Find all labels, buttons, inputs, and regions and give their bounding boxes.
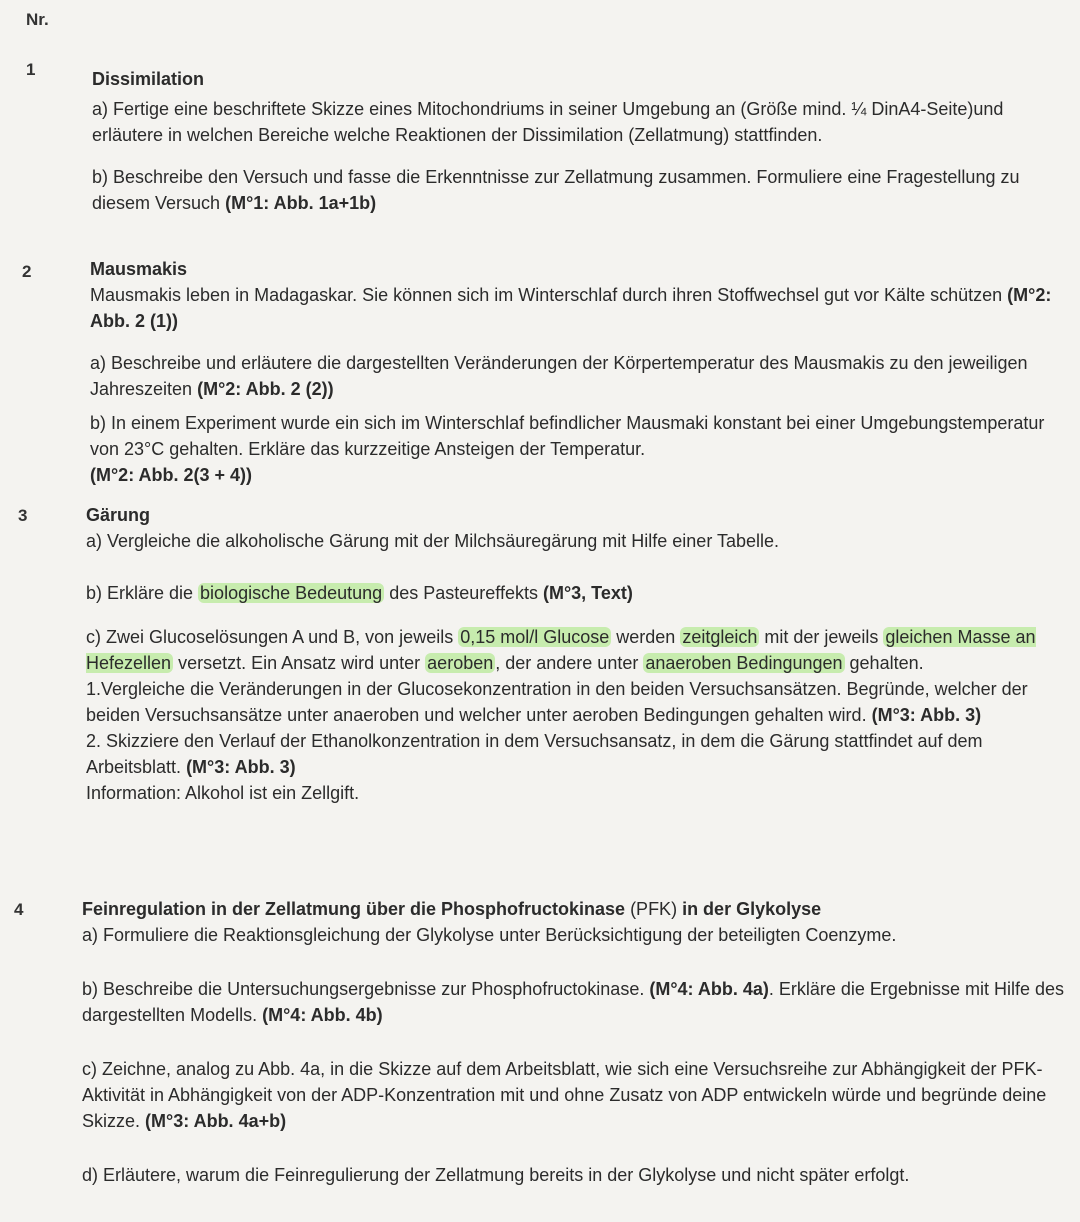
task-1-title: Dissimilation	[92, 69, 205, 89]
task-3-c-part3: mit der jeweils	[759, 627, 884, 647]
task-3-c-part1: c) Zwei Glucoselösungen A und B, von jeweils	[86, 627, 459, 647]
task-4-a: a) Formuliere die Reaktionsgleichung der Glykolyse unter Berücksichtigung der beteiligten Coenzyme.	[82, 925, 897, 945]
task-3-title: Gärung	[86, 505, 151, 525]
task-1-b	[92, 164, 1076, 216]
highlight-zeitgleich: zeitgleich	[682, 627, 758, 647]
task-4-title-bold1: Feinregulation in der Zellatmung über die Phosphofructokinase	[82, 899, 626, 919]
task-2-a-text: a) Beschreibe und erläutere die dargestellten Veränderungen der Körpertemperatur des Mausmakis zu den jeweiligen Jahreszeiten	[90, 353, 1028, 399]
task-4-c-text: c) Zeichne, analog zu Abb. 4a, in die Skizze auf dem Arbeitsblatt, wie sich eine Versuchsreihe zur Abhängigkeit der PFK-Aktivität in Abhängigkeit von der ADP-Konzentration mit und ohne Zusatz von ADP entwickeln würde und begründe deine Skizze.	[82, 1059, 1047, 1131]
task-4-c-ref: (M°3: Abb. 4a+b)	[145, 1111, 287, 1131]
task-4-d: d) Erläutere, warum die Feinregulierung der Zellatmung bereits in der Glykolyse und nicht später erfolgt.	[82, 1165, 910, 1185]
task-3-c	[86, 624, 1076, 676]
task-3-c1-ref: (M°3: Abb. 3)	[871, 705, 982, 725]
task-2-intro-ref: (M°2: Abb. 2 (1))	[90, 285, 1052, 331]
task-4-title	[82, 896, 1076, 922]
task-4-title-bold2: in der Glykolyse	[682, 899, 822, 919]
task-3-b-post: des Pasteureffekts	[384, 583, 538, 603]
task-4-b-text1: b) Beschreibe die Untersuchungsergebnisse zur Phosphofructokinase.	[82, 979, 645, 999]
task-2-b	[90, 410, 1076, 488]
task-number-4: 4	[14, 900, 24, 919]
task-2-intro	[90, 282, 1076, 334]
task-3	[86, 502, 1076, 806]
task-4-b-text2: . Erkläre die Ergebnisse mit Hilfe des dargestellten Modells.	[82, 979, 1064, 1025]
task-2-a-ref: (M°2: Abb. 2 (2))	[197, 379, 334, 399]
task-3-b	[86, 580, 1076, 606]
task-4	[82, 896, 1076, 1204]
task-number-3: 3	[18, 506, 28, 525]
task-4-b	[82, 976, 1076, 1028]
task-2-intro-text: Mausmakis leben in Madagaskar. Sie können sich im Winterschlaf durch ihren Stoffwechsel gut vor Kälte schützen	[90, 285, 1003, 305]
task-2	[90, 256, 1076, 504]
task-1-b-text: b) Beschreibe den Versuch und fasse die Erkenntnisse zur Zellatmung zusammen. Formuliere eine Fragestellung zu diesem Versuch	[92, 167, 1020, 213]
task-3-c2-text: 2. Skizziere den Verlauf der Ethanolkonzentration in dem Versuchsansatz, in dem die Gärung stattfindet auf dem Arbeitsblatt.	[86, 731, 983, 777]
task-number-1: 1	[26, 60, 36, 79]
task-1-b-ref: (M°1: Abb. 1a+1b)	[225, 193, 377, 213]
highlight-gleiche-masse: gleichen Masse an Hefezellen	[86, 627, 1036, 673]
task-4-b-ref2: (M°4: Abb. 4b)	[262, 1005, 383, 1025]
task-3-c-part4: versetzt. Ein Ansatz wird unter	[173, 653, 426, 673]
task-3-c-part2: werden	[611, 627, 681, 647]
task-2-title: Mausmakis	[90, 259, 188, 279]
task-3-a: a) Vergleiche die alkoholische Gärung mit der Milchsäuregärung mit Hilfe einer Tabelle.	[86, 531, 780, 551]
task-1-a: a) Fertige eine beschriftete Skizze eines Mitochondriums in seiner Umgebung an (Größe mind. ¼ DinA4-Seite)und erläutere in welchen Bereiche welche Reaktionen der Dissimilation (Zellatmung) stattfinden.	[92, 99, 1004, 145]
task-number-2: 2	[22, 262, 32, 281]
task-2-a	[90, 350, 1076, 402]
task-3-c1-text: 1.Vergleiche die Veränderungen in der Glucosekonzentration in den beiden Versuchsansätzen. Begründe, welcher der beiden Versuchsansätze unter anaeroben und welcher unter aeroben Bedingungen gehalten wird.	[86, 679, 1028, 725]
task-3-c-part6: gehalten.	[844, 653, 924, 673]
task-3-c2	[86, 728, 1076, 780]
highlight-biologische-bedeutung: biologische Bedeutung	[200, 583, 383, 603]
highlight-aeroben: aeroben	[427, 653, 494, 673]
task-4-title-normal: (PFK)	[625, 899, 683, 919]
task-3-b-pre: b) Erkläre die	[86, 583, 199, 603]
task-4-b-ref1: (M°4: Abb. 4a)	[649, 979, 769, 999]
highlight-glucose-concentration: 0,15 mol/l Glucose	[460, 627, 610, 647]
task-1	[92, 66, 1076, 232]
task-3-c1	[86, 676, 1076, 728]
task-3-c-part5: , der andere unter	[495, 653, 644, 673]
column-header-nr: Nr.	[26, 10, 49, 29]
highlight-anaeroben-bedingungen: anaeroben Bedingungen	[645, 653, 843, 673]
task-3-b-ref: (M°3, Text)	[542, 583, 633, 603]
task-3-info: Information: Alkohol ist ein Zellgift.	[86, 783, 360, 803]
task-3-c2-ref: (M°3: Abb. 3)	[186, 757, 296, 777]
task-2-b-ref: (M°2: Abb. 2(3 + 4))	[90, 465, 253, 485]
task-2-b-text: b) In einem Experiment wurde ein sich im Winterschlaf befindlicher Mausmaki konstant bei einer Umgebungstemperatur von 23°C gehalten. Erkläre das kurzzeitige Ansteigen der Temperatur.	[90, 413, 1045, 459]
task-4-c	[82, 1056, 1076, 1134]
